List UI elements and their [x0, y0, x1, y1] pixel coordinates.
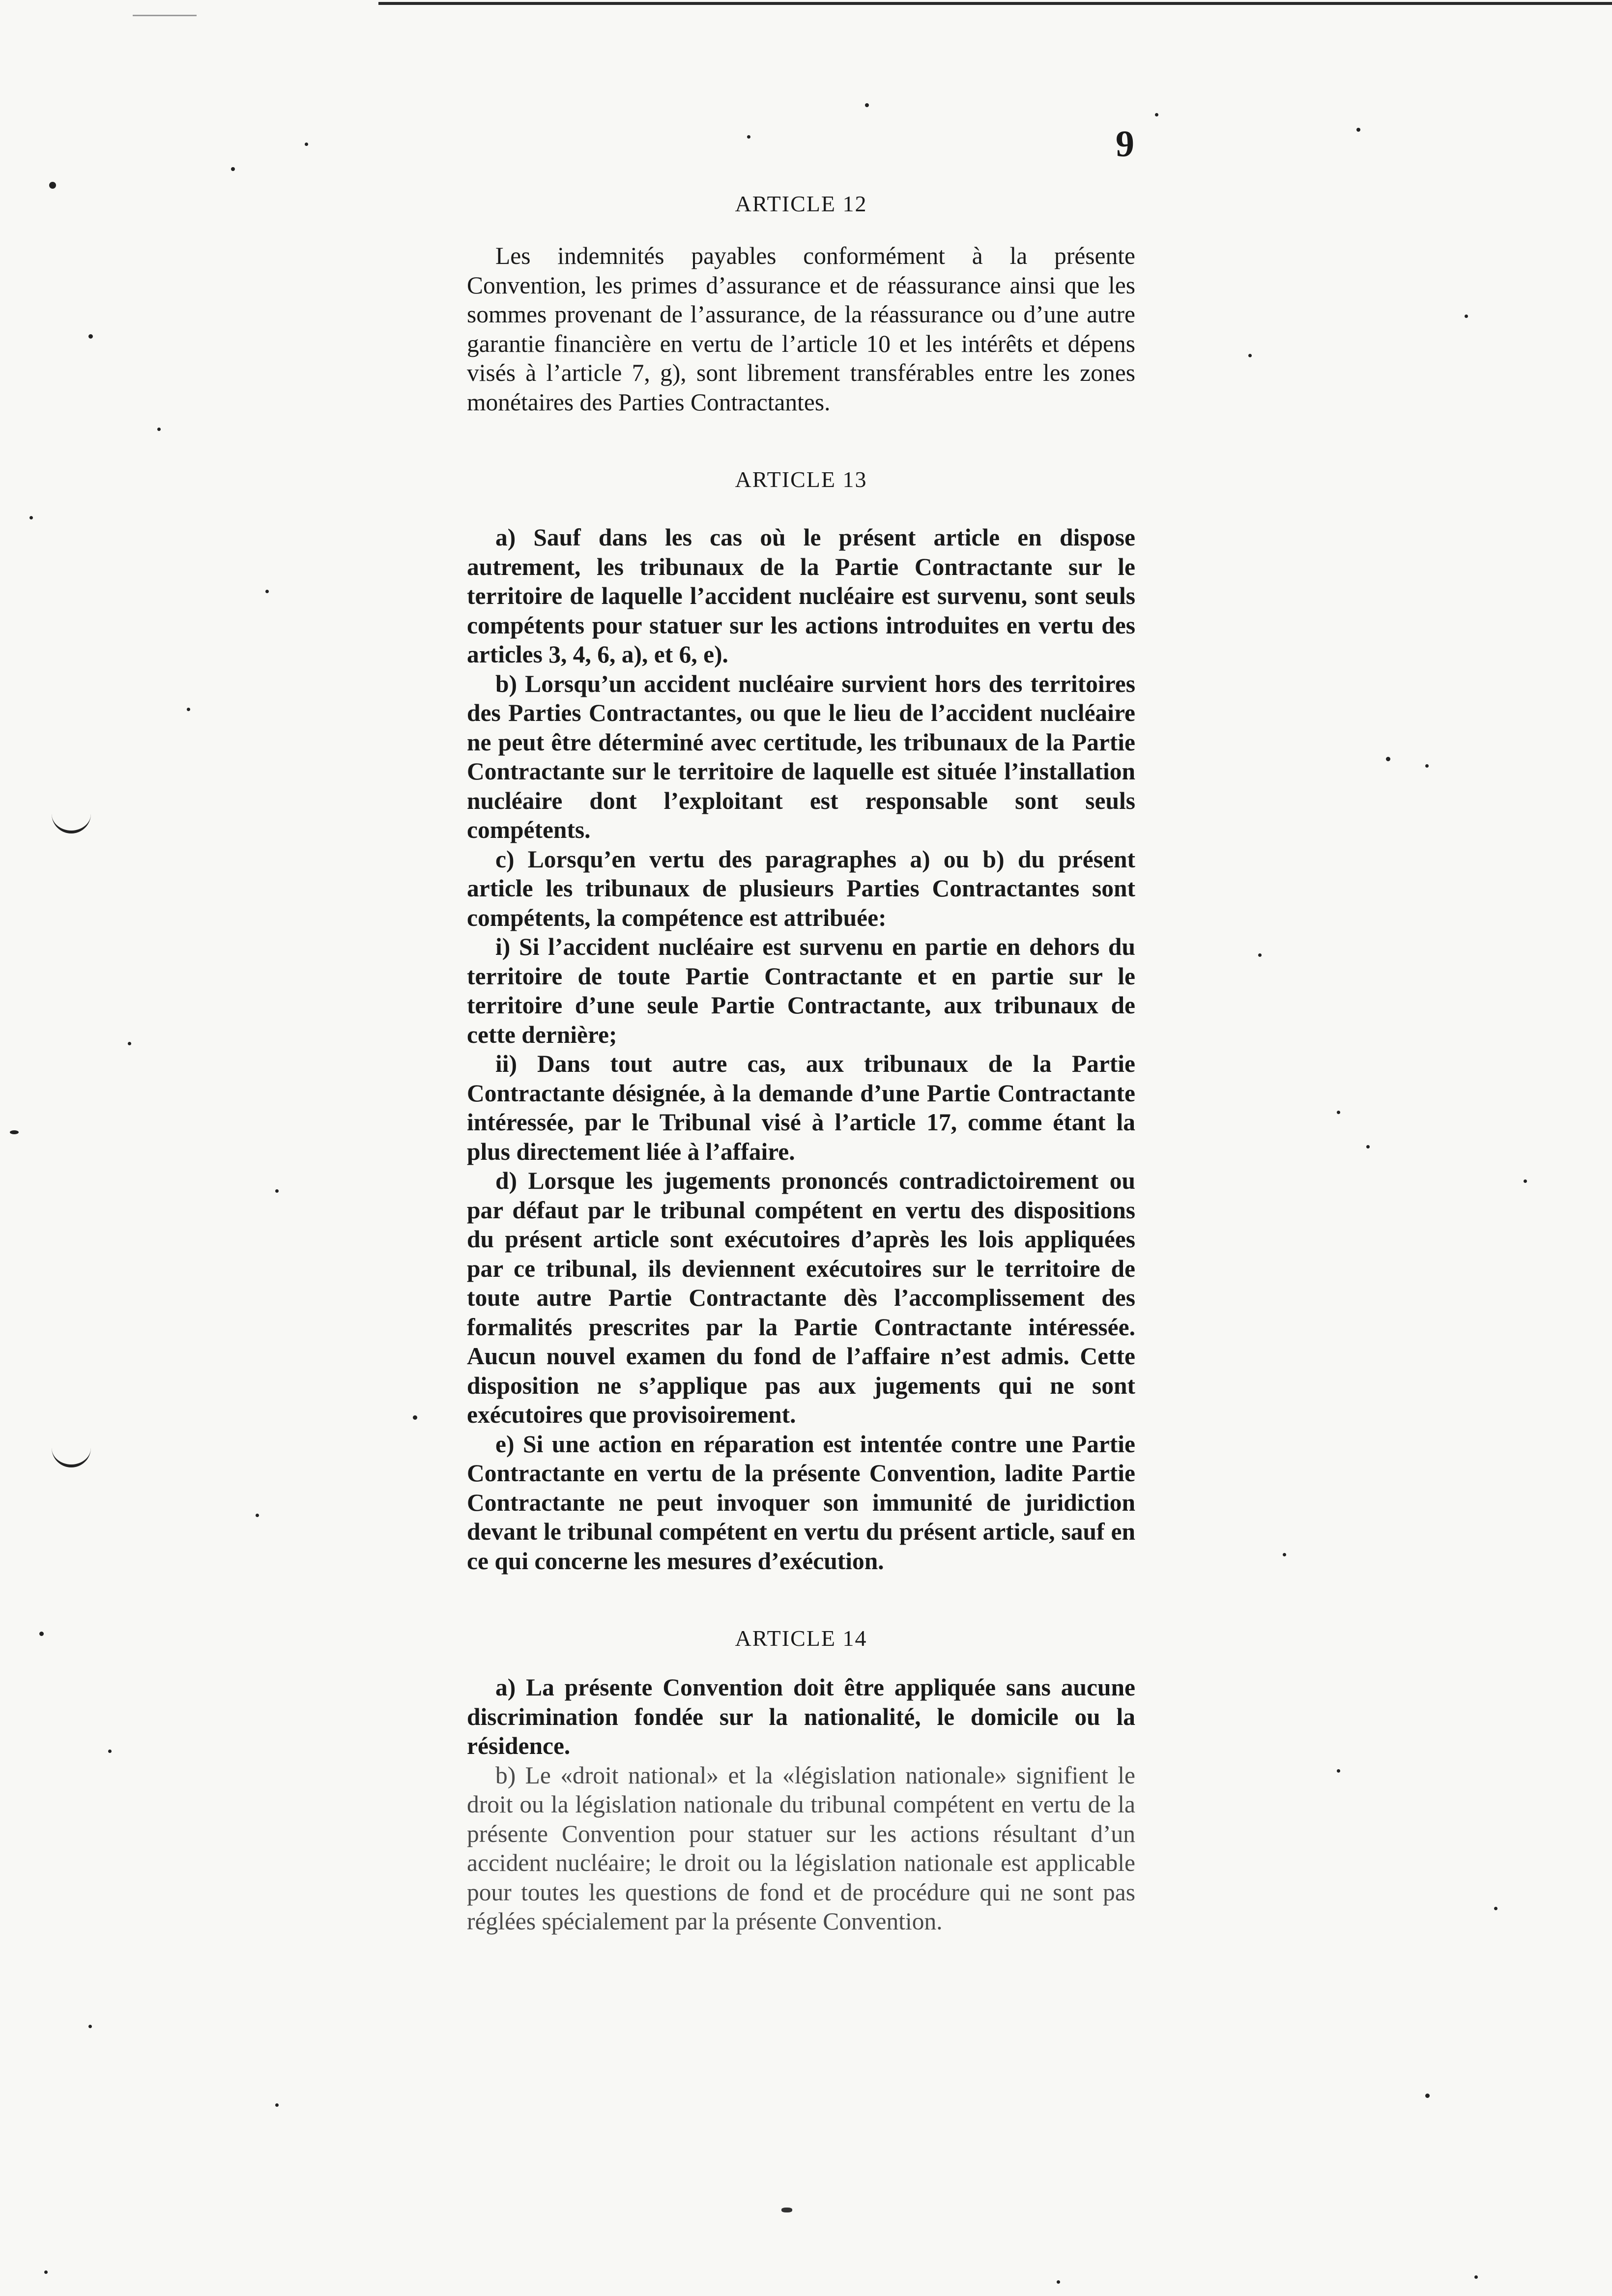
top-border-line [378, 2, 1612, 5]
article-14-paragraph-b: b) Le «droit national» et la «législation nationale» signifient le droit ou la législation nationale du tribunal compétent en vertu de la présente Convention pour statuer sur les actions résultant d’un accident nucléaire; le droit ou la législation nationale est applicable pour toutes les questions de fond et de procédure qui ne sont pas réglées spécialement par la présente Convention. [467, 1761, 1135, 1935]
article-13-paragraph-c-i: i) Si l’accident nucléaire est survenu en partie en dehors du territoire de toute Partie Contractante et en partie sur le territoire d’une seule Partie Contractante, aux tribunaux de cette dernière; [467, 933, 1135, 1048]
article-14-paragraph-a: a) La présente Convention doit être appliquée sans aucune discrimination fondée sur la nationalité, le domicile ou la résidence. [467, 1674, 1135, 1759]
article-13-paragraph-b: b) Lorsqu’un accident nucléaire survient hors des territoires des Parties Contractantes, ou que le lieu de l’accident nucléaire ne peut être déterminé avec certitude, les tribunaux de la Partie Contractante sur le territoire de laquelle est située l’installation nucléaire dont l’exploitant est responsable sont seuls compétents. [467, 670, 1135, 843]
scan-artifact-mark [781, 2208, 792, 2212]
article-13-paragraph-e: e) Si une action en réparation est intentée contre une Partie Contractante en vertu de la présente Convention, ladite Partie Contractante ne peut invoquer son immunité de juridiction devant le tribunal compétent en vertu du présent article, sauf en ce qui concerne les mesures d’exécution. [467, 1430, 1135, 1575]
article-13-paragraph-c: c) Lorsqu’en vertu des paragraphes a) ou b) du présent article les tribunaux de plusieurs Parties Contractantes sont compétents, la compétence est attribuée: [467, 845, 1135, 931]
article-13-heading: ARTICLE 13 [735, 467, 867, 492]
top-border-line-left [133, 15, 197, 16]
article-13-paragraph-d: d) Lorsque les jugements prononcés contradictoirement ou par défaut par le tribunal compétent en vertu des dispositions du présent article sont exécutoires d’après les lois appliquées par ce tribunal, ils deviennent exécutoires sur le territoire de toute autre Partie Contractante dès l’accomplissement des formalités prescrites par la Partie Contractante intéressée. Aucun nouvel examen du fond de l’affaire n’est admis. Cette disposition ne s’applique pas aux jugements qui ne sont exécutoires que provisoirement. [467, 1167, 1135, 1428]
article-13-paragraph-c-ii: ii) Dans tout autre cas, aux tribunaux de la Partie Contractante désignée, à la demande d’une Partie Contractante intéressée, par le Tribunal visé à l’article 17, comme étant la plus directement liée à l’affaire. [467, 1050, 1135, 1165]
text-column [467, 189, 1135, 1936]
scan-artifact-arc [52, 806, 91, 833]
scan-artifact-arc [52, 1440, 91, 1467]
article-14-heading: ARTICLE 14 [735, 1626, 867, 1651]
article-12-heading: ARTICLE 12 [735, 191, 867, 216]
page-number: 9 [1116, 123, 1134, 165]
article-12-paragraph: Les indemnités payables conformément à la présente Convention, les primes d’assurance et de réassurance ainsi que les sommes provenant de l’assurance, de la réassurance ou d’une autre garantie financière en vertu de l’article 10 et les intérêts et dépens visés à l’article 7, g), sont librement transférables entre les zones monétaires des Parties Contractantes. [467, 242, 1135, 416]
article-13-paragraph-a: a) Sauf dans les cas où le présent article en dispose autrement, les tribunaux de la Partie Contractante sur le territoire de laquelle l’accident nucléaire est survenu, sont seuls compétents pour statuer sur les actions introduites en vertu des articles 3, 4, 6, a), et 6, e). [467, 524, 1135, 668]
